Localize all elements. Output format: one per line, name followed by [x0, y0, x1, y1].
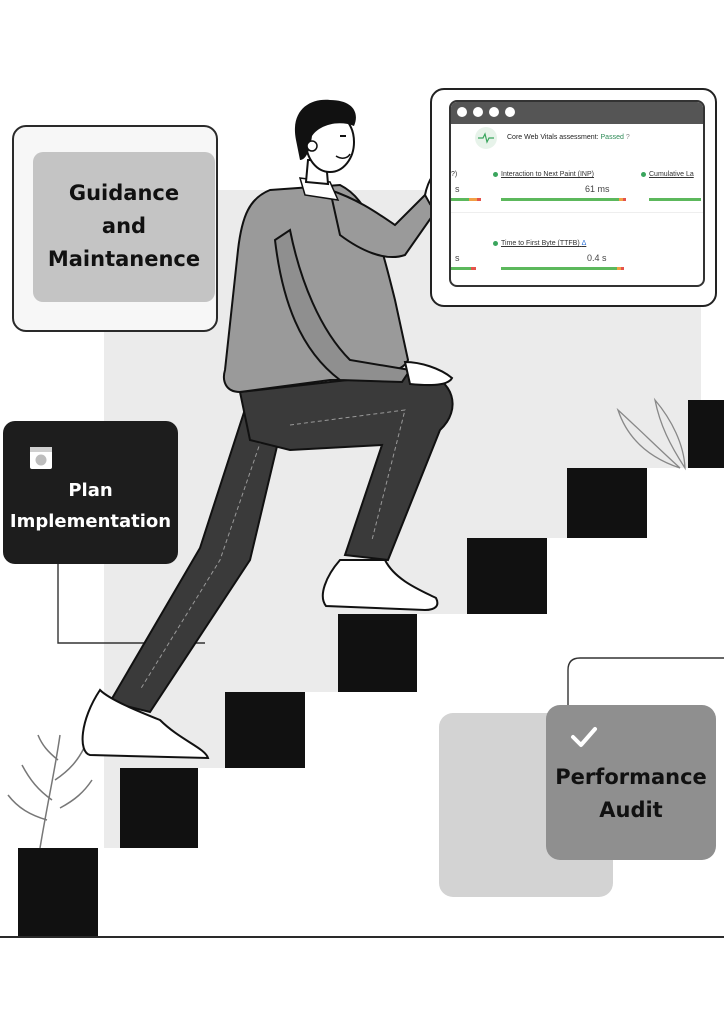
inp-value: 61 ms — [585, 184, 610, 194]
plan-line-1: Plan — [68, 480, 113, 501]
metrics-divider — [451, 212, 703, 213]
guidance-line-1: Guidance — [68, 181, 180, 205]
guidance-line-2: and — [101, 214, 147, 238]
ttfb-flag-icon: Δ — [581, 240, 587, 247]
ear — [307, 141, 317, 151]
ttfb-label-text[interactable]: Time to First Byte (TTFB) — [501, 240, 580, 247]
cls-label[interactable]: Cumulative La — [649, 171, 694, 178]
status-dot-icon — [493, 172, 498, 177]
help-icon: ? — [625, 134, 630, 141]
lcp-label-tail: ?) — [451, 171, 458, 178]
lcp-good-bar — [451, 198, 469, 201]
assessment-line — [507, 134, 630, 141]
inp-label[interactable]: Interaction to Next Paint (INP) — [501, 171, 594, 178]
window-dot-icon — [505, 107, 515, 117]
plan-line-2: Implementation — [9, 511, 172, 532]
fcp-poor-bar — [471, 267, 476, 270]
inp-good-bar — [501, 198, 619, 201]
browser-window — [449, 100, 705, 287]
ttfb-poor-bar — [621, 267, 624, 270]
guidance-line-3: Maintanence — [47, 247, 201, 271]
assessment-label: Core Web Vitals assessment: — [507, 134, 599, 141]
pulse-icon — [475, 127, 497, 149]
status-dot-icon — [641, 172, 646, 177]
knee-hand — [405, 362, 452, 385]
cls-good-bar — [649, 198, 701, 201]
front-shoe — [323, 560, 438, 610]
lcp-needs-improvement-bar — [469, 198, 477, 201]
audit-line-2: Audit — [599, 798, 663, 822]
core-web-vitals-panel — [430, 88, 717, 307]
fcp-good-bar — [451, 267, 471, 270]
window-dot-icon — [489, 107, 499, 117]
browser-title-bar — [451, 102, 703, 124]
fcp-value-tail: s — [455, 253, 460, 263]
assessment-status: Passed — [600, 134, 624, 141]
window-dot-icon — [473, 107, 483, 117]
status-dot-icon — [493, 241, 498, 246]
lcp-value-tail: s — [455, 184, 460, 194]
window-dot-icon — [457, 107, 467, 117]
back-leg — [110, 400, 288, 712]
floor-line — [0, 936, 724, 938]
ttfb-label[interactable] — [501, 240, 586, 247]
inp-poor-bar — [623, 198, 626, 201]
audit-line-1: Performance — [555, 765, 707, 789]
lcp-poor-bar — [477, 198, 481, 201]
ttfb-value: 0.4 s — [587, 253, 607, 263]
ttfb-good-bar — [501, 267, 617, 270]
